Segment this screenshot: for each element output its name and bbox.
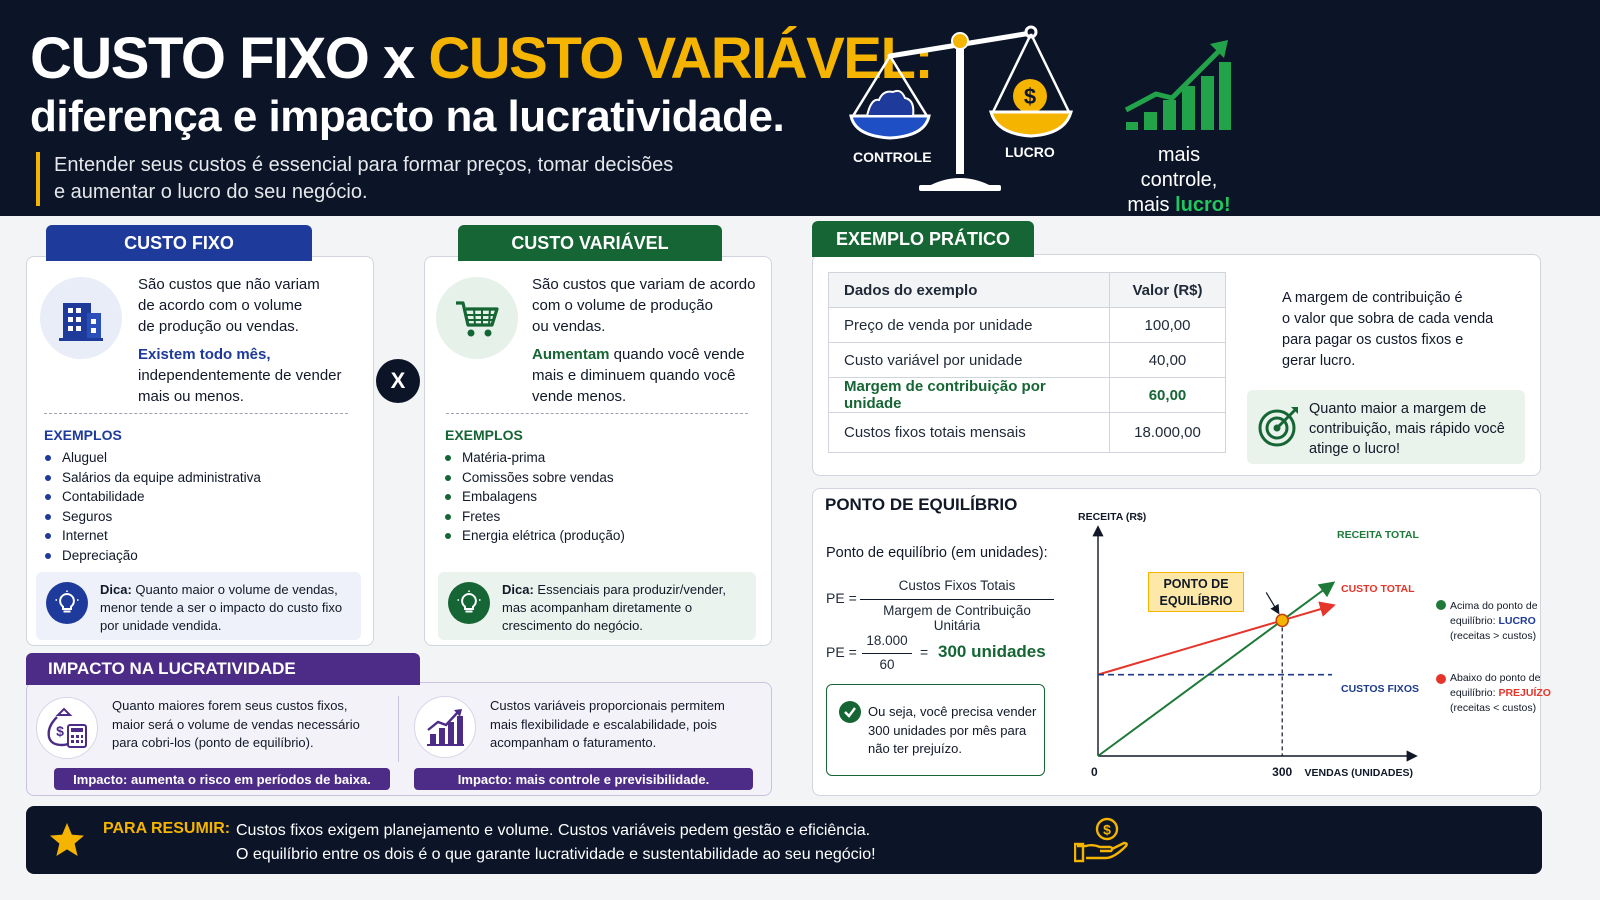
- legend-line: (receitas < custos): [1450, 702, 1537, 714]
- calc-numerator: 18.000: [866, 633, 908, 648]
- list-item: Embalagens: [444, 487, 625, 507]
- margin-explanation: [1282, 288, 1493, 372]
- breakeven-chart: [1060, 500, 1440, 790]
- desc-line: mais e diminuem quando você: [532, 367, 736, 384]
- impact-fixed-text: [112, 697, 360, 753]
- breakeven-title: PONTO DE EQUILÍBRIO: [825, 495, 1018, 514]
- table-row: [829, 413, 1226, 453]
- note-line: gerar lucro.: [1282, 353, 1356, 369]
- desc-line: São custos que não variam: [138, 276, 320, 293]
- tip-line: Quanto maior o volume de vendas,: [131, 582, 338, 597]
- breakeven-callout: [1148, 572, 1244, 612]
- desc-line-rest: quando você vende: [609, 346, 745, 363]
- divider: [44, 413, 348, 414]
- tip-line: contribuição, mais rápido você: [1309, 421, 1505, 437]
- fixed-cost-description: [138, 274, 363, 407]
- growth-prefix: mais: [1127, 194, 1176, 216]
- impact-divider: [398, 696, 399, 762]
- shopping-cart-icon: [436, 277, 518, 359]
- tip-line: mas acompanham diretamente o: [502, 600, 693, 615]
- callout-pointer: [1266, 592, 1278, 612]
- fixed-examples-title: EXEMPLOS: [44, 427, 122, 443]
- table-cell-value: 60,00: [1110, 378, 1226, 413]
- fixed-cost-tab: CUSTO FIXO: [46, 225, 312, 261]
- growth-caption-line: mais controle,: [1140, 144, 1218, 191]
- page-title: [30, 26, 933, 91]
- impact-tab: IMPACTO NA LUCRATIVIDADE: [26, 653, 420, 685]
- variable-examples-title: EXEMPLOS: [445, 427, 523, 443]
- tip-label: Dica:: [100, 582, 132, 597]
- lightbulb-icon: [448, 582, 490, 624]
- svg-text:$: $: [1023, 84, 1037, 109]
- series-label: RECEITA TOTAL: [1337, 529, 1419, 541]
- legend-line: [1450, 686, 1551, 701]
- growth-highlight: lucro!: [1175, 194, 1231, 216]
- footer-line: O equilíbrio entre os dois é o que garante lucratividade e sustentabilidade ao seu negócio!: [236, 846, 876, 863]
- calc-pe-label: PE =: [826, 644, 857, 660]
- legend-loss-word: PREJUÍZO: [1498, 687, 1551, 699]
- note-line: para pagar os custos fixos e: [1282, 332, 1464, 348]
- impact-variable-pill: Impacto: mais controle e previsibilidade.: [414, 768, 753, 790]
- bar-growth-icon: [414, 696, 476, 758]
- legend-loss-text: [1450, 671, 1551, 716]
- table-cell-value: 40,00: [1110, 343, 1226, 378]
- series-label: CUSTOS FIXOS: [1341, 683, 1419, 695]
- table-header-cell: Dados do exemplo: [829, 273, 1110, 308]
- list-item: Salários da equipe administrativa: [44, 468, 261, 488]
- desc-line: mais ou menos.: [138, 388, 244, 405]
- impact-line: mais flexibilidade e escalabilidade, pois: [490, 716, 717, 732]
- list-item: Fretes: [444, 507, 625, 527]
- scale-left-label: CONTROLE: [853, 149, 932, 165]
- table-header-row: [829, 273, 1226, 308]
- example-tab: EXEMPLO PRÁTICO: [812, 221, 1034, 257]
- impact-variable-text: [490, 697, 725, 753]
- svg-text:$: $: [56, 723, 64, 739]
- note-line: o valor que sobra de cada venda: [1282, 311, 1494, 327]
- x-tick-label: 300: [1272, 765, 1293, 779]
- breakeven-summary: [826, 684, 1045, 776]
- callout-line: EQUILÍBRIO: [1159, 594, 1233, 608]
- formula-numerator: Custos Fixos Totais: [898, 578, 1016, 593]
- list-item: Comissões sobre vendas: [444, 468, 625, 488]
- building-icon: [40, 277, 122, 359]
- money-hand-icon: [1074, 816, 1130, 864]
- desc-line: [532, 344, 767, 365]
- money-bag-calculator-icon: [36, 697, 98, 759]
- list-item: Contabilidade: [44, 487, 261, 507]
- intro-line: e aumentar o lucro do seu negócio.: [54, 181, 368, 203]
- title-part-variable: CUSTO VARIÁVEL:: [428, 26, 933, 91]
- scale-right-label: LUCRO: [1005, 144, 1055, 160]
- formula-intro: Ponto de equilíbrio (em unidades):: [826, 545, 1048, 561]
- formula-pe-label: PE =: [826, 590, 857, 606]
- title-part-fixed: CUSTO FIXO x: [30, 26, 429, 91]
- table-cell-value: 100,00: [1110, 308, 1226, 343]
- callout-line: PONTO DE: [1163, 577, 1229, 591]
- series-label: CUSTO TOTAL: [1341, 583, 1415, 595]
- desc-line: vende menos.: [532, 388, 627, 405]
- tip-line: atinge o lucro!: [1309, 441, 1401, 457]
- desc-line: de acordo com o volume: [138, 297, 303, 314]
- legend-line: Abaixo do ponto de: [1450, 672, 1541, 684]
- breakeven-point-marker: [1276, 614, 1288, 626]
- tip-text: [100, 581, 351, 635]
- x-tick-label: 0: [1091, 765, 1098, 779]
- table-cell-label: Custos fixos totais mensais: [829, 413, 1110, 453]
- impact-line: para cobri-los (ponto de equilíbrio).: [112, 735, 314, 750]
- calc-equals: =: [920, 644, 929, 660]
- legend-line: Acima do ponto de: [1450, 600, 1538, 612]
- legend-line: [1450, 614, 1538, 629]
- intro-line: Entender seus custos é essencial para formar preços, tomar decisões: [54, 154, 674, 176]
- list-item: Seguros: [44, 507, 261, 527]
- table-cell-label: Custo variável por unidade: [829, 343, 1110, 378]
- tip-line: menor tende a ser o impacto do custo fixo: [100, 600, 343, 615]
- table-row-highlight: [829, 378, 1226, 413]
- footer-label: PARA RESUMIR:: [103, 820, 231, 837]
- margin-tip-text: [1309, 399, 1505, 459]
- footer-text: [236, 819, 876, 867]
- impact-line: acompanham o faturamento.: [490, 735, 657, 750]
- fixed-examples-list: [44, 448, 261, 565]
- variable-cost-description: [532, 274, 767, 407]
- list-item: Aluguel: [44, 448, 261, 468]
- tip-line: Quanto maior a margem de: [1309, 401, 1487, 417]
- summary-footer: [26, 806, 1542, 874]
- desc-line: com o volume de produção: [532, 297, 713, 314]
- summary-text: [868, 703, 1036, 759]
- desc-line: de produção ou vendas.: [138, 318, 299, 335]
- legend-prefix: equilíbrio:: [1450, 687, 1499, 699]
- tip-line: por unidade vendida.: [100, 618, 222, 633]
- list-item: Energia elétrica (produção): [444, 526, 625, 546]
- tip-line: crescimento do negócio.: [502, 618, 643, 633]
- versus-badge: X: [376, 359, 420, 403]
- example-table: [828, 272, 1226, 453]
- impact-fixed-pill: Impacto: aumenta o risco em períodos de baixa.: [54, 768, 390, 790]
- variable-cost-tip: [438, 572, 756, 640]
- y-axis-label: RECEITA (R$): [1078, 511, 1147, 523]
- formula-denominator: Margem de Contribuição Unitária: [883, 603, 1031, 633]
- breakeven-result: 300 unidades: [938, 642, 1046, 661]
- variable-cost-tab: CUSTO VARIÁVEL: [458, 225, 722, 261]
- tip-line: Essenciais para produzir/vender,: [533, 582, 727, 597]
- check-icon: [839, 701, 861, 723]
- table-cell-label: Margem de contribuição por unidade: [829, 378, 1110, 413]
- intro-text: [36, 152, 696, 206]
- header-banner: [0, 0, 1600, 216]
- fixed-cost-tip: [36, 572, 361, 640]
- summary-line: Ou seja, você precisa vender: [868, 704, 1037, 719]
- summary-line: 300 unidades por mês para: [868, 722, 1027, 738]
- table-cell-label: Preço de venda por unidade: [829, 308, 1110, 343]
- balance-scale-icon: [845, 20, 1085, 195]
- growth-chart-icon: [1120, 36, 1236, 134]
- growth-caption: [1118, 143, 1240, 218]
- desc-line: São custos que variam de acordo: [532, 276, 756, 293]
- calc-denominator: 60: [879, 657, 895, 672]
- divider: [446, 413, 748, 414]
- legend-prefix: equilíbrio:: [1450, 615, 1499, 627]
- list-item: Internet: [44, 526, 261, 546]
- note-line: A margem de contribuição é: [1282, 290, 1463, 306]
- x-axis-label: VENDAS (UNIDADES): [1304, 767, 1413, 779]
- table-row: [829, 308, 1226, 343]
- table-cell-value: 18.000,00: [1110, 413, 1226, 453]
- legend-line: (receitas > custos): [1450, 630, 1537, 642]
- impact-line: maior será o volume de vendas necessário: [112, 716, 360, 732]
- svg-text:$: $: [1103, 821, 1111, 838]
- list-item: Depreciação: [44, 546, 261, 566]
- impact-line: Quanto maiores forem seus custos fixos,: [112, 698, 348, 713]
- table-row: [829, 343, 1226, 378]
- table-header-cell: Valor (R$): [1110, 273, 1226, 308]
- target-icon: [1257, 404, 1301, 448]
- legend-profit-dot: [1436, 600, 1446, 610]
- footer-line: Custos fixos exigem planejamento e volume. Custos variáveis pedem gestão e eficiência.: [236, 822, 871, 839]
- desc-line: ou vendas.: [532, 318, 606, 335]
- impact-line: Custos variáveis proporcionais permitem: [490, 698, 725, 713]
- fraction-line: [860, 599, 1054, 600]
- fixed-cost-highlight: Existem todo mês,: [138, 346, 271, 363]
- desc-line: independentemente de vender: [138, 367, 342, 384]
- tip-label: Dica:: [502, 582, 534, 597]
- page-subtitle: diferença e impacto na lucratividade.: [30, 92, 785, 141]
- legend-loss-dot: [1436, 674, 1446, 684]
- list-item: Matéria-prima: [444, 448, 625, 468]
- tip-text: [502, 581, 746, 635]
- legend-profit-word: LUCRO: [1498, 615, 1536, 627]
- legend-profit-text: [1450, 599, 1538, 644]
- margin-tip: [1247, 390, 1525, 464]
- series-line: [1098, 606, 1332, 675]
- variable-examples-list: [444, 448, 625, 546]
- summary-line: não ter prejuízo.: [868, 741, 962, 756]
- growth-caption-line: [1118, 193, 1240, 218]
- lightbulb-icon: [46, 582, 88, 624]
- fraction-line: [862, 653, 912, 654]
- star-icon: [48, 821, 86, 859]
- variable-cost-highlight: Aumentam: [532, 346, 610, 363]
